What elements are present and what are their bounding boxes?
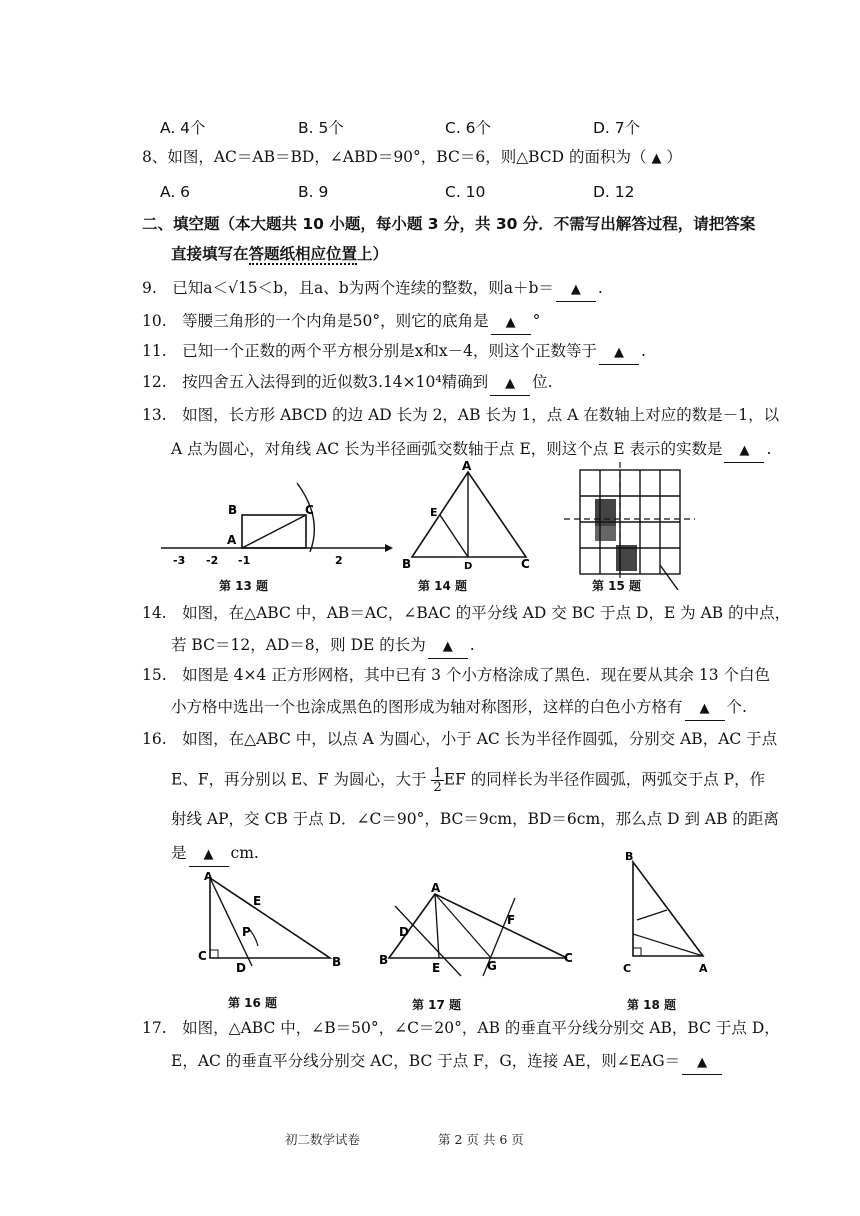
q9-answer-blank: ▲ bbox=[556, 279, 596, 302]
q13-answer-blank: ▲ bbox=[724, 440, 764, 463]
q11-answer-blank: ▲ bbox=[599, 342, 639, 365]
q14-line1: 14. 如图，在△ABC 中，AB＝AC，∠BAC 的平分线 AD 交 BC 于点 D，E 为 AB 的中点， bbox=[142, 604, 791, 622]
q16-unit: cm. bbox=[230, 844, 259, 862]
q10-end: ° bbox=[532, 312, 541, 330]
q8-answer-mark: ▲ bbox=[651, 151, 662, 166]
figure-15 bbox=[560, 460, 700, 590]
q12-end: 位. bbox=[532, 373, 553, 391]
fig14-label-e: E bbox=[430, 506, 438, 519]
fig14-label-b: B bbox=[402, 557, 412, 571]
fig18-label-b: B bbox=[625, 850, 634, 863]
q17-answer-blank: ▲ bbox=[682, 1052, 722, 1075]
section2-heading-emphasis: 答题纸相应位置 bbox=[248, 245, 358, 263]
fig13-label-b: B bbox=[228, 503, 238, 517]
fig16-label-b: B bbox=[332, 955, 342, 969]
fig13-label-c: C bbox=[305, 503, 314, 517]
shaded-cell-2 bbox=[595, 526, 616, 541]
q11-end: . bbox=[641, 342, 646, 360]
fig14-label-c: C bbox=[521, 557, 530, 571]
q8-option-c: C. 10 bbox=[445, 183, 486, 201]
triangle-abc bbox=[389, 894, 567, 958]
fig17-label-f: F bbox=[507, 913, 516, 927]
q16-line1: 16. 如图，在△ABC 中，以点 A 为圆心，小于 AC 长为半径作圆弧，分别交 AB，AC 于点 bbox=[142, 730, 778, 748]
q10-answer-blank: ▲ bbox=[491, 312, 531, 335]
footer-subject: 初二数学试卷 bbox=[285, 1132, 361, 1147]
q14-line2 bbox=[171, 634, 475, 659]
q17-line1: 17. 如图，△ABC 中，∠B＝50°，∠C＝20°，AB 的垂直平分线分别交 AB，BC 于点 D， bbox=[142, 1019, 780, 1037]
q8-option-b: B. 9 bbox=[298, 183, 329, 201]
q13-text: A 点为圆心，对角线 AC 长为半径画弧交数轴于点 E，则这个点 E 表示的实数是 bbox=[171, 440, 723, 458]
segment-de bbox=[440, 515, 468, 557]
perpendicular-mark bbox=[637, 910, 667, 920]
fig17-label-e: E bbox=[432, 961, 441, 975]
figure-13 bbox=[155, 478, 395, 578]
fig13-tick-minus1: -1 bbox=[238, 554, 251, 567]
q17-text: E，AC 的垂直平分线分别交 AC，BC 于点 F，G，连接 AE，则∠EAG＝ bbox=[171, 1052, 681, 1070]
fig13-tick-minus3: -3 bbox=[173, 554, 186, 567]
fig14-label-a: A bbox=[462, 460, 472, 473]
caption-figure-17: 第 17 题 bbox=[412, 998, 462, 1012]
fig13-tick-minus2: -2 bbox=[206, 554, 219, 567]
q8-stem bbox=[142, 146, 682, 170]
fig17-label-b: B bbox=[379, 953, 389, 967]
fig18-label-a: A bbox=[699, 962, 708, 975]
q10 bbox=[142, 310, 540, 335]
number-axis-arrow bbox=[385, 544, 393, 552]
q9-text: 9. 已知a＜√15＜b，且a、b为两个连续的整数，则a＋b＝ bbox=[142, 279, 554, 297]
q16-text-post: EF 的同样长为半径作圆弧，两弧交于点 P，作 bbox=[443, 770, 766, 789]
figure-18 bbox=[615, 848, 715, 978]
q8-option-a: A. 6 bbox=[160, 183, 191, 201]
perp-bisector-ab bbox=[395, 906, 461, 976]
q15-text: 小方格中选出一个也涂成黑色的图形成为轴对称图形，这样的白色小方格有 bbox=[171, 698, 683, 716]
caption-figure-18: 第 18 题 bbox=[627, 998, 677, 1012]
fig17-label-c: C bbox=[564, 951, 573, 965]
fig16-label-d: D bbox=[236, 961, 246, 975]
q12-text: 12. 按四舍五入法得到的近似数3.14×10⁴精确到 bbox=[142, 373, 489, 391]
q14-answer-blank: ▲ bbox=[428, 636, 468, 659]
fig17-label-g: G bbox=[487, 959, 497, 973]
q13-line1: 13. 如图，长方形 ABCD 的边 AD 长为 2，AB 长为 1，点 A 在数轴上对应的数是－1，以 bbox=[142, 406, 780, 424]
right-angle-c bbox=[210, 950, 218, 958]
segment-ag bbox=[435, 894, 491, 958]
arc-mark-p bbox=[250, 930, 258, 946]
q16-text-end-pre: 是 bbox=[171, 844, 187, 862]
fraction-one-half bbox=[431, 767, 443, 794]
caption-figure-15: 第 15 题 bbox=[592, 579, 642, 593]
fig16-label-a: A bbox=[204, 870, 213, 883]
diagonal-ac bbox=[242, 515, 306, 548]
q9-end: . bbox=[597, 279, 603, 297]
q7-option-b: B. 5个 bbox=[298, 119, 344, 137]
q14-text: 若 BC＝12，AD＝8，则 DE 的长为 bbox=[171, 636, 426, 654]
q15-line1: 15. 如图是 4×4 正方形网格，其中已有 3 个小方格涂成了黑色．现在要从其余 13 个白色 bbox=[142, 666, 771, 684]
triangle-abc bbox=[633, 862, 703, 956]
q9 bbox=[142, 277, 603, 302]
fig18-label-c: C bbox=[623, 962, 632, 975]
figure-17 bbox=[375, 880, 585, 990]
q15-line2 bbox=[171, 696, 747, 721]
q13-end: . bbox=[766, 440, 772, 458]
q10-text: 10. 等腰三角形的一个内角是50°，则它的底角是 bbox=[142, 312, 489, 330]
segment-a-to-bc bbox=[633, 934, 703, 956]
section2-heading-line2 bbox=[171, 243, 388, 265]
figure-16 bbox=[190, 868, 350, 983]
q11-text: 11. 已知一个正数的两个平方根分别是x和x－4，则这个正数等于 bbox=[142, 342, 597, 360]
q16-line2 bbox=[171, 767, 765, 794]
q16-line4 bbox=[171, 842, 259, 867]
q8-stem-close: ） bbox=[666, 148, 682, 166]
q14-end: . bbox=[469, 636, 475, 654]
q7-option-c: C. 6个 bbox=[445, 119, 492, 137]
caption-figure-14: 第 14 题 bbox=[418, 579, 468, 593]
footer-page-number: 第 2 页 共 6 页 bbox=[438, 1132, 524, 1147]
q8-stem-text: 8、如图，AC＝AB＝BD，∠ABD＝90°，BC＝6，则△BCD 的面积为（ bbox=[142, 148, 647, 166]
q15-answer-blank: ▲ bbox=[685, 698, 725, 721]
shaded-cell-3 bbox=[616, 545, 637, 571]
q7-option-a: A. 4个 bbox=[160, 119, 206, 137]
fraction-numerator: 1 bbox=[433, 766, 442, 781]
caption-figure-16: 第 16 题 bbox=[228, 996, 278, 1010]
fig14-label-d: D bbox=[464, 561, 473, 572]
fig16-label-p: P bbox=[242, 925, 251, 939]
q16-answer-blank: ▲ bbox=[189, 844, 229, 867]
q12-answer-blank: ▲ bbox=[490, 373, 530, 396]
triangle-abc bbox=[210, 878, 330, 958]
q7-option-d: D. 7个 bbox=[593, 119, 641, 137]
q11 bbox=[142, 340, 646, 365]
fraction-denominator: 2 bbox=[433, 780, 442, 795]
section2-heading-post: 上） bbox=[357, 245, 389, 263]
fig16-label-c: C bbox=[198, 949, 207, 963]
fig13-tick-2: 2 bbox=[335, 554, 343, 567]
q15-end: 个. bbox=[726, 698, 747, 716]
caption-figure-13: 第 13 题 bbox=[219, 579, 269, 593]
q17-line2 bbox=[171, 1050, 724, 1075]
fig13-label-a: A bbox=[227, 533, 237, 547]
mark-line bbox=[660, 565, 678, 590]
section2-heading-pre: 直接填写在 bbox=[171, 245, 249, 263]
fig17-label-a: A bbox=[431, 881, 441, 895]
figure-14 bbox=[398, 460, 538, 575]
q8-option-d: D. 12 bbox=[593, 183, 635, 201]
q16-line3: 射线 AP，交 CB 于点 D．∠C＝90°，BC＝9cm，BD＝6cm，那么点 D 到 AB 的距离 bbox=[171, 810, 779, 828]
right-angle-c bbox=[633, 948, 641, 956]
q12 bbox=[142, 371, 553, 396]
fig17-label-d: D bbox=[399, 925, 409, 939]
fig16-label-e: E bbox=[253, 894, 262, 908]
q16-text-pre: E、F，再分别以 E、F 为圆心，大于 bbox=[171, 770, 427, 789]
section2-heading-line1: 二、填空题（本大题共 10 小题，每小题 3 分，共 30 分．不需写出解答过程，请把答案 bbox=[142, 215, 756, 233]
